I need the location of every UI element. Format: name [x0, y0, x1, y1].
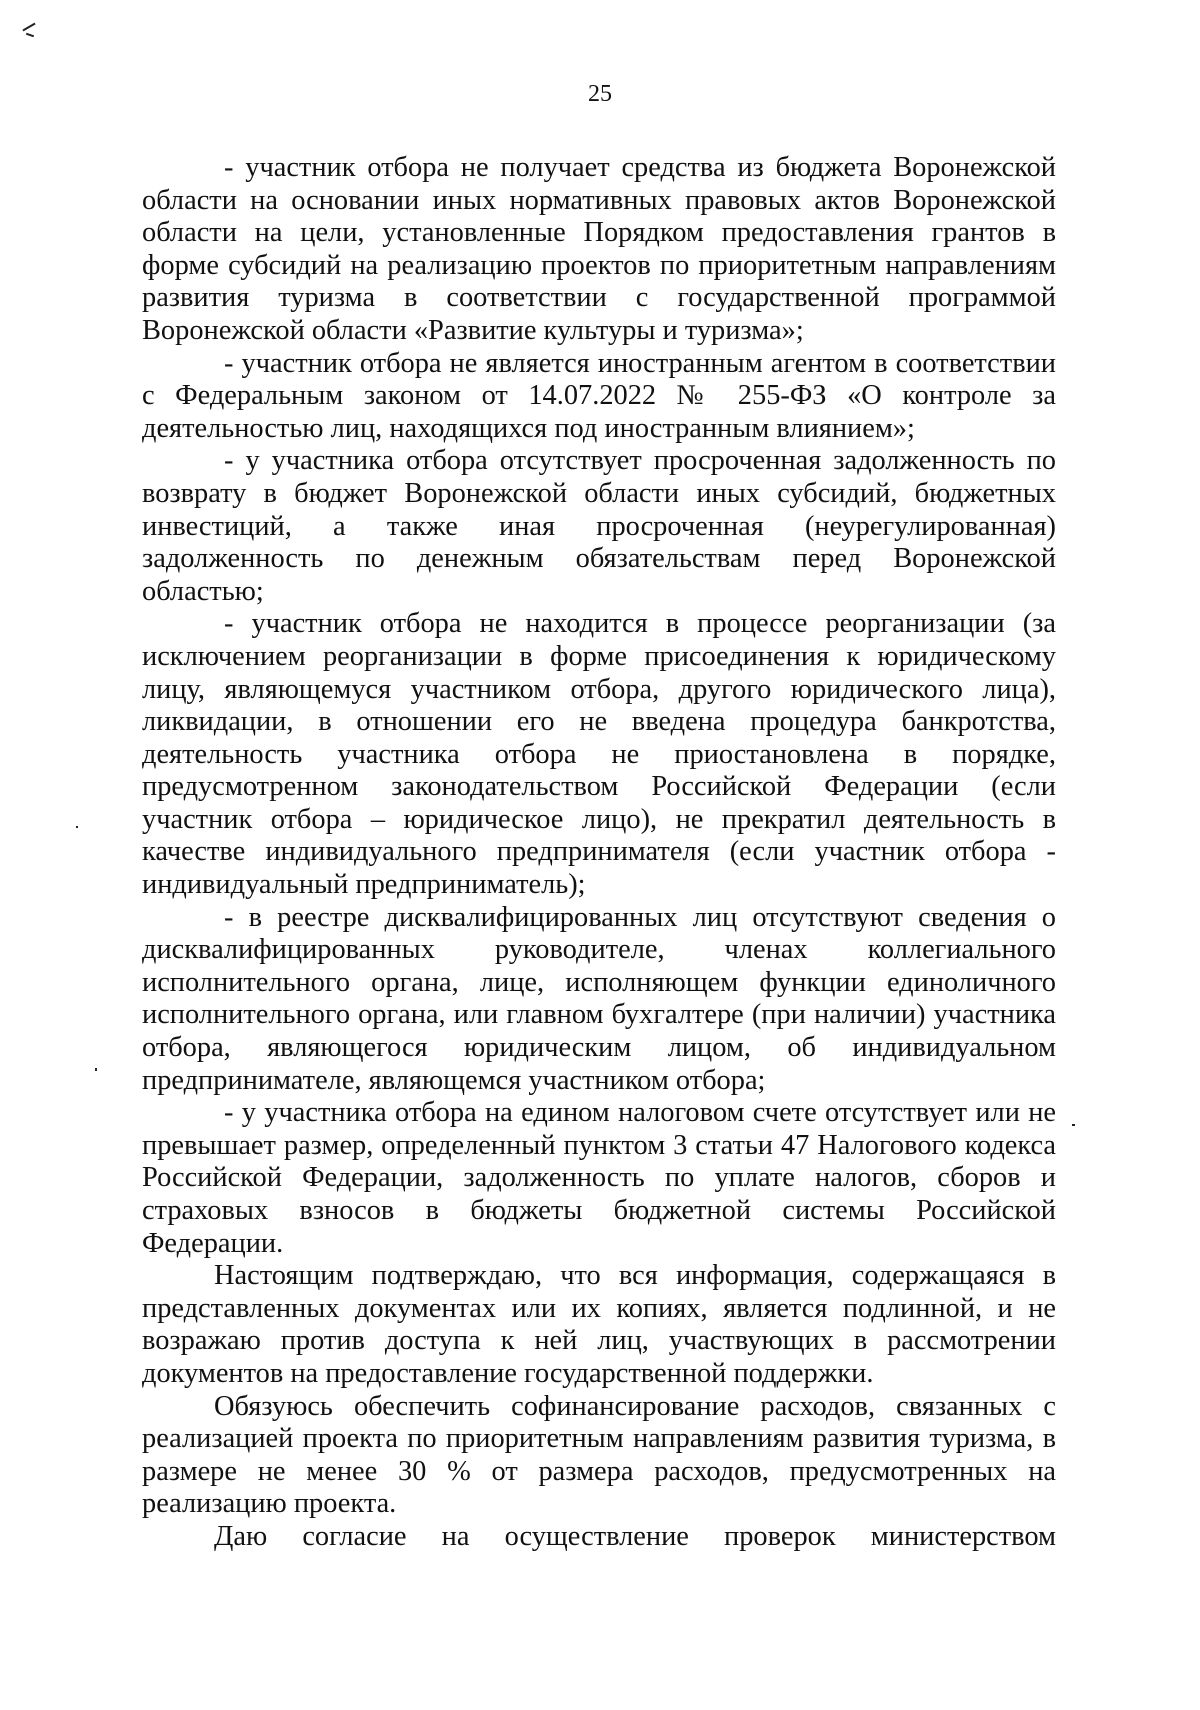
scan-artifact-dot	[76, 826, 78, 828]
paragraph-consent: Даю согласие на осуществление проверок министерством	[214, 1520, 1056, 1552]
paragraph-condition-not-foreign-agent: - участник отбора не является иностранным агентом в соответствии с Федеральным законом от 14.07.2022 № 255-ФЗ «О контроле за деятельностью лиц, находящихся под иностранным влиянием»;	[142, 347, 1056, 444]
paragraph-confirmation: Настоящим подтверждаю, что вся информация, содержащаяся в представленных документах или их копиях, является подлинной, и не возражаю против доступа к ней лиц, участвующих в рассмотрении документов на предоставление государственной поддержки.	[142, 1260, 1056, 1389]
document-body	[142, 152, 1056, 1554]
paragraph-condition-no-budget-funds: - участник отбора не получает средства из бюджета Воронежской области на основании иных нормативных правовых актов Воронежской области на цели, установленные Порядком предоставления грантов в форме субсидий на реализацию проектов по приоритетным направлениям развития туризма в соответствии с государственной программой Воронежской области «Развитие культуры и туризма»;	[142, 152, 1056, 346]
paragraph-condition-disqualified-persons: - в реестре дисквалифицированных лиц отсутствуют сведения о дисквалифицированных руководителе, членах коллегиального исполнительного органа, лице, исполняющем функции единоличного исполнительного органа, или главном бухгалтере (при наличии) участника отбора, являющегося юридическим лицом, об индивидуальном предпринимателе, являющемся участником отбора;	[142, 901, 1056, 1096]
paragraph-condition-tax-account: - у участника отбора на едином налоговом счете отсутствует или не превышает размер, определенный пунктом 3 статьи 47 Налогового кодекса Российской Федерации, задолженность по уплате налогов, сборов и страховых взносов в бюджеты бюджетной системы Российской Федерации.	[142, 1097, 1056, 1259]
paragraph-condition-no-reorganization: - участник отбора не находится в процессе реорганизации (за исключением реорганизации в форме присоединения к юридическому лицу, являющемуся участником отбора, другого юридического лица), ликвидации, в отношении его не введена процедура банкротства, деятельность участника отбора не приостановлена в порядке, предусмотренном законодательством Российской Федерации (если участник отбора – юридическое лицо), не прекратил деятельность в качестве индивидуального предпринимателя (если участник отбора - индивидуальный предприниматель);	[142, 608, 1056, 901]
scan-artifact-dot	[95, 1068, 97, 1071]
page-number: 25	[588, 81, 612, 107]
scan-artifact-mark	[22, 23, 35, 32]
paragraph-cofinancing-obligation: Обязуюсь обеспечить софинансирование расходов, связанных с реализацией проекта по приоритетным направлениям развития туризма, в размере не менее 30 % от размера расходов, предусмотренных на реализацию проекта.	[142, 1390, 1056, 1520]
paragraph-condition-no-overdue-debt: - у участника отбора отсутствует просроченная задолженность по возврату в бюджет Воронежской области иных субсидий, бюджетных инвестиций, а также иная просроченная (неурегулированная) задолженность по денежным обязательствам перед Воронежской областью;	[142, 445, 1056, 607]
scan-artifact-dot	[1072, 1124, 1075, 1126]
scan-artifact-mark	[26, 33, 34, 38]
